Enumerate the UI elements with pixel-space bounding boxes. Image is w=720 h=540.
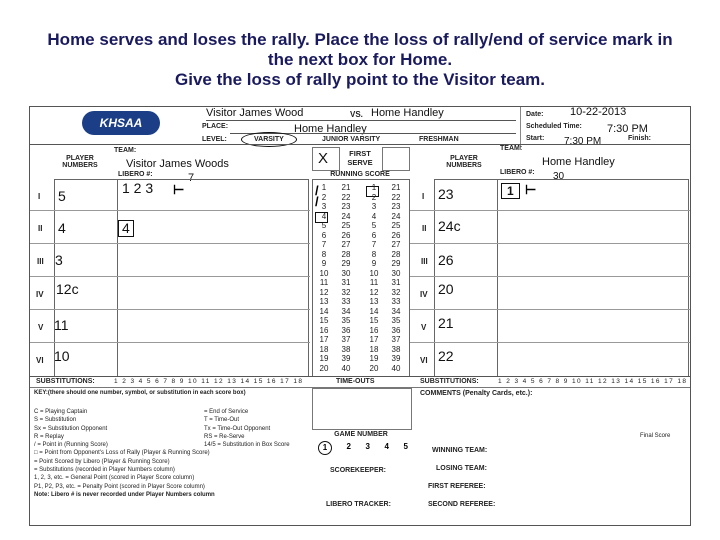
running-score-cell[interactable]: 36 bbox=[341, 325, 351, 335]
running-score-cell[interactable]: 39 bbox=[341, 354, 351, 363]
key-item: P1, P2, P3, etc. = Penalty Point (scored in Player Score column) bbox=[34, 483, 205, 490]
end-of-service-mark: ⊢ bbox=[525, 182, 537, 197]
visitor-score-box-4 bbox=[315, 212, 328, 223]
game-number-3[interactable]: 3 bbox=[365, 442, 370, 451]
key-item: / = Point in (Running Score) bbox=[34, 442, 108, 449]
rotation-label: V bbox=[421, 323, 427, 332]
running-score-cell[interactable]: 23 bbox=[341, 202, 351, 211]
running-score-cell[interactable]: 28 bbox=[341, 249, 351, 259]
running-score-cell[interactable]: 1 bbox=[371, 183, 377, 192]
running-score-cell[interactable]: 18 bbox=[319, 344, 329, 354]
substitutions-label-left: SUBSTITUTIONS: bbox=[36, 378, 95, 385]
running-score-cell[interactable]: 10 bbox=[319, 268, 329, 278]
running-score-cell[interactable]: 2 bbox=[321, 192, 327, 202]
key-item: 1, 2, 3, etc. = General Point (scored in Player Score column) bbox=[34, 475, 195, 482]
running-score-cell[interactable]: 21 bbox=[341, 183, 351, 192]
final-score-label: Final Score bbox=[640, 433, 671, 439]
running-score-cell[interactable]: 31 bbox=[341, 278, 351, 287]
running-score-cell[interactable]: 11 bbox=[369, 278, 379, 287]
rotation-label: III bbox=[37, 257, 44, 266]
second-referee-label: SECOND REFEREE: bbox=[428, 501, 496, 508]
key-item: = Point Scored by Libero (Player & Running Score) bbox=[34, 458, 170, 465]
running-score-cell[interactable]: 9 bbox=[321, 259, 327, 268]
running-score-cell[interactable]: 15 bbox=[369, 316, 379, 325]
home-player-4: 20 bbox=[438, 281, 454, 297]
heading-line-2: the next box for Home. bbox=[267, 50, 453, 69]
game-number-5[interactable]: 5 bbox=[403, 442, 408, 451]
visitor-libero-value: 7 bbox=[188, 172, 195, 184]
rotation-row bbox=[410, 276, 690, 310]
finish-label: Finish: bbox=[628, 135, 651, 142]
rotation-row bbox=[410, 309, 690, 343]
rotation-row bbox=[410, 342, 690, 374]
home-libero-value: 30 bbox=[553, 171, 565, 182]
rotation-row bbox=[30, 210, 310, 244]
running-score-cell[interactable]: 37 bbox=[391, 335, 401, 344]
level-freshman: FRESHMAN bbox=[419, 136, 459, 143]
running-score-cell[interactable]: 37 bbox=[341, 335, 351, 344]
running-score-cell[interactable]: 5 bbox=[321, 221, 327, 230]
visitor-score-slash-2: / bbox=[315, 194, 319, 209]
level-junior-varsity: JUNIOR VARSITY bbox=[322, 136, 381, 143]
date-label: Date: bbox=[526, 111, 544, 118]
running-score-cell[interactable]: 38 bbox=[391, 344, 401, 354]
game-number-label: GAME NUMBER bbox=[334, 431, 388, 438]
running-score-cell[interactable]: 7 bbox=[321, 240, 327, 249]
running-score-cell[interactable]: 20 bbox=[369, 363, 379, 373]
key-item: R = Replay bbox=[34, 433, 64, 440]
home-player-5: 21 bbox=[438, 315, 454, 331]
visitor-team-value: Visitor James Woods bbox=[126, 158, 229, 170]
running-score-cell[interactable]: 13 bbox=[319, 297, 329, 306]
substitutions-row bbox=[30, 376, 690, 388]
running-score-cell[interactable]: 33 bbox=[391, 297, 401, 306]
visitor-team-name: Visitor James Wood bbox=[206, 107, 304, 119]
running-score-col-home-b bbox=[386, 183, 406, 373]
rotation-row bbox=[30, 342, 310, 374]
substitutions-numbers-left: 1 2 3 4 5 6 7 8 9 10 11 12 13 14 15 16 17 18 bbox=[114, 378, 304, 385]
key-title: KEY:(there should one number, symbol, or substitution in each score box) bbox=[34, 390, 246, 396]
running-score-cell[interactable]: 34 bbox=[391, 306, 401, 316]
place-label: PLACE: bbox=[202, 123, 229, 130]
running-score-cell[interactable]: 32 bbox=[341, 287, 351, 297]
running-score-cell[interactable]: 8 bbox=[371, 249, 377, 259]
running-score-cell[interactable]: 12 bbox=[369, 287, 379, 297]
running-score-cell[interactable]: 13 bbox=[369, 297, 379, 306]
substitutions-numbers-right: 1 2 3 4 5 6 7 8 9 10 11 12 13 14 15 16 17 18 bbox=[498, 378, 688, 385]
home-team-value: Home Handley bbox=[542, 156, 615, 168]
libero-tracker-label: LIBERO TRACKER: bbox=[326, 501, 391, 508]
rotation-label: V bbox=[38, 323, 44, 332]
rotation-label: IV bbox=[420, 290, 428, 299]
rotation-row bbox=[30, 243, 310, 277]
key-item: = End of Service bbox=[204, 409, 249, 415]
visitor-player-numbers-label: PLAYER NUMBERS bbox=[62, 155, 98, 169]
game-number-block bbox=[312, 431, 410, 525]
home-rotations bbox=[410, 178, 690, 374]
running-score-cell[interactable]: 20 bbox=[319, 363, 329, 373]
running-score-cell[interactable]: 23 bbox=[391, 202, 401, 211]
substitutions-label-right: SUBSTITUTIONS: bbox=[420, 378, 479, 385]
key-item: T = Time-Out bbox=[204, 417, 240, 424]
visitor-player-3: 3 bbox=[55, 252, 63, 268]
running-score-cell[interactable]: 26 bbox=[391, 230, 401, 240]
running-score-col-visitor-b bbox=[336, 183, 356, 373]
score-sheet bbox=[29, 106, 691, 526]
running-score-cell[interactable]: 32 bbox=[391, 287, 401, 297]
visitor-score-slash-1: / bbox=[315, 183, 319, 198]
running-score-cell[interactable]: 5 bbox=[371, 221, 377, 230]
center-block bbox=[310, 144, 410, 377]
rotation-label: II bbox=[38, 224, 43, 233]
first-referee-label: FIRST REFEREE: bbox=[428, 483, 486, 490]
vs-label: VS. bbox=[350, 110, 363, 119]
running-score-cell[interactable]: 3 bbox=[321, 202, 327, 211]
home-libero-label: LIBERO #: bbox=[500, 169, 535, 176]
rotation-row bbox=[410, 178, 690, 211]
running-score-cell[interactable]: 30 bbox=[391, 268, 401, 278]
losing-team-label: LOSING TEAM: bbox=[436, 465, 487, 472]
heading-line-1: Home serves and loses the rally. Place the loss of rally/end of service mark in bbox=[47, 30, 673, 49]
running-score-cell[interactable]: 34 bbox=[341, 306, 351, 316]
running-score-cell[interactable]: 3 bbox=[371, 202, 377, 211]
timeouts-label: TIME-OUTS bbox=[336, 378, 375, 385]
running-score-cell[interactable]: 24 bbox=[341, 211, 351, 221]
home-team-name: Home Handley bbox=[371, 107, 444, 119]
running-score-cell[interactable]: 2 bbox=[371, 192, 377, 202]
game-number-1[interactable]: 1 bbox=[318, 441, 332, 455]
rotation-row bbox=[410, 210, 690, 244]
running-score-cell[interactable]: 11 bbox=[319, 278, 329, 287]
rotation-label: II bbox=[422, 224, 427, 233]
rotation-label: VI bbox=[36, 356, 44, 365]
level-label: LEVEL: bbox=[202, 136, 227, 143]
running-score-cell[interactable]: 7 bbox=[371, 240, 377, 249]
running-score-cell[interactable]: 27 bbox=[341, 240, 351, 249]
start-label: Start: bbox=[526, 135, 545, 142]
running-score-cell[interactable]: 21 bbox=[391, 183, 401, 192]
game-number-options bbox=[318, 441, 408, 455]
key-item: = Substitutions (recorded in Player Numbers column) bbox=[34, 467, 175, 474]
running-score-cell[interactable]: 19 bbox=[319, 354, 329, 363]
key-items-left bbox=[34, 408, 215, 499]
running-score-cell[interactable]: 38 bbox=[341, 344, 351, 354]
running-score-cell[interactable]: 4 bbox=[321, 211, 327, 221]
running-score-cell[interactable]: 8 bbox=[321, 249, 327, 259]
heading-line-3: Give the loss of rally point to the Visitor team. bbox=[175, 70, 545, 89]
scheduled-value: 7:30 PM bbox=[607, 123, 648, 135]
running-score-cell[interactable]: 1 bbox=[321, 183, 327, 192]
rotation-label: I bbox=[422, 192, 425, 201]
key-item: Sx = Substitution Opponent bbox=[34, 425, 108, 432]
winning-team-label: WINNING TEAM: bbox=[432, 447, 488, 454]
rotation-row bbox=[30, 178, 310, 211]
running-score-cell[interactable]: 22 bbox=[391, 192, 401, 202]
key-item: □ = Point from Opponent's Loss of Rally (Player & Running Score) bbox=[34, 450, 210, 457]
running-score-cell[interactable]: 15 bbox=[319, 316, 329, 325]
key-item: Tx = Time-Out Opponent bbox=[204, 425, 271, 432]
running-score-cell[interactable]: 17 bbox=[369, 335, 379, 344]
running-score-cell[interactable]: 6 bbox=[371, 230, 377, 240]
rotation-label: I bbox=[38, 192, 41, 201]
key-item: S = Substitution bbox=[34, 417, 77, 424]
running-score-cell[interactable]: 14 bbox=[369, 306, 379, 316]
home-score-box-1 bbox=[366, 186, 379, 197]
key-legend bbox=[34, 390, 304, 522]
start-value: 7:30 PM bbox=[564, 136, 602, 147]
running-score-cell[interactable]: 30 bbox=[341, 268, 351, 278]
home-row1-boxed-point: 1 bbox=[501, 183, 520, 199]
running-score-cell[interactable]: 29 bbox=[341, 259, 351, 268]
first-serve-label: FIRST SERVE bbox=[347, 149, 373, 167]
timeouts-box bbox=[312, 388, 412, 430]
key-item: 14/5 = Substitution in Box Score bbox=[204, 442, 290, 449]
rotation-row bbox=[30, 276, 310, 310]
visitor-player-4: 12c bbox=[56, 281, 79, 297]
visitor-player-2: 4 bbox=[58, 220, 66, 236]
running-score-cell[interactable]: 14 bbox=[319, 306, 329, 316]
scorekeeper-label: SCOREKEEPER: bbox=[330, 467, 387, 474]
running-score-cell[interactable]: 25 bbox=[391, 221, 401, 230]
visitor-libero-label: LIBERO #: bbox=[118, 171, 153, 178]
visitor-row2-boxed-point: 4 bbox=[118, 220, 134, 237]
running-score-cell[interactable]: 36 bbox=[391, 325, 401, 335]
running-score-cell[interactable]: 26 bbox=[341, 230, 351, 240]
running-score-cell[interactable]: 27 bbox=[391, 240, 401, 249]
game-number-4[interactable]: 4 bbox=[384, 442, 389, 451]
end-of-service-mark: ⊢ bbox=[173, 182, 185, 197]
key-item: Note: Libero # is never recorded under Player Numbers column bbox=[34, 491, 215, 498]
key-item: RS = Re-Serve bbox=[204, 433, 245, 440]
rotation-row bbox=[30, 309, 310, 343]
first-serve-mark: X bbox=[318, 150, 329, 167]
level-varsity: VARSITY bbox=[254, 136, 284, 143]
visitor-team-label: TEAM: bbox=[114, 147, 137, 154]
rotation-label: III bbox=[421, 257, 428, 266]
visitor-player-1: 5 bbox=[58, 188, 66, 204]
running-score-cell[interactable]: 29 bbox=[391, 259, 401, 268]
running-score-cell[interactable]: 35 bbox=[341, 316, 351, 325]
visitor-player-5: 11 bbox=[54, 317, 69, 333]
running-score-cell[interactable]: 12 bbox=[319, 287, 329, 297]
running-score-cell[interactable]: 19 bbox=[369, 354, 379, 363]
running-score-cell[interactable]: 16 bbox=[319, 325, 329, 335]
instruction-heading bbox=[0, 30, 720, 90]
running-score-cell[interactable]: 39 bbox=[391, 354, 401, 363]
home-player-6: 22 bbox=[438, 348, 454, 364]
running-score-cell[interactable]: 16 bbox=[369, 325, 379, 335]
home-team-label: TEAM: bbox=[500, 145, 523, 152]
key-item: C = Playing Captain bbox=[34, 409, 88, 415]
khsaa-logo: KHSAA bbox=[82, 111, 160, 135]
rotation-row bbox=[410, 243, 690, 277]
home-player-2: 24c bbox=[438, 218, 461, 234]
running-score-col-home-a bbox=[364, 183, 384, 373]
date-value: 10-22-2013 bbox=[570, 106, 627, 118]
running-score-cell[interactable]: 31 bbox=[391, 278, 401, 287]
running-score-cell[interactable]: 17 bbox=[319, 335, 329, 344]
visitor-player-6: 10 bbox=[54, 348, 70, 364]
key-items-right bbox=[204, 408, 290, 449]
running-score-cell[interactable]: 25 bbox=[341, 221, 351, 230]
running-score-cell[interactable]: 10 bbox=[369, 268, 379, 278]
running-score-cell[interactable]: 40 bbox=[391, 363, 401, 373]
rotation-label: IV bbox=[36, 290, 44, 299]
running-score-label: RUNNING SCORE bbox=[330, 171, 390, 178]
running-score-cell[interactable]: 9 bbox=[371, 259, 377, 268]
rotation-label: VI bbox=[420, 356, 428, 365]
visitor-row1-marks: 1 2 3 bbox=[122, 180, 154, 196]
comments-label: COMMENTS (Penalty Cards, etc.): bbox=[420, 390, 533, 397]
home-player-numbers-label: PLAYER NUMBERS bbox=[446, 155, 482, 169]
running-score-cell[interactable]: 35 bbox=[391, 316, 401, 325]
running-score-cell[interactable]: 18 bbox=[369, 344, 379, 354]
running-score-cell[interactable]: 33 bbox=[341, 297, 351, 306]
place-value: Home Handley bbox=[294, 123, 367, 135]
running-score-cell[interactable]: 40 bbox=[341, 363, 351, 373]
running-score-cell[interactable]: 28 bbox=[391, 249, 401, 259]
running-score-cell[interactable]: 4 bbox=[371, 211, 377, 221]
teams-underline bbox=[206, 120, 516, 121]
scheduled-label: Scheduled Time: bbox=[526, 123, 582, 130]
first-serve-right-box bbox=[382, 147, 410, 171]
running-score-cell[interactable]: 6 bbox=[321, 230, 327, 240]
running-score-cell[interactable]: 22 bbox=[341, 192, 351, 202]
running-score-cell[interactable]: 24 bbox=[391, 211, 401, 221]
home-player-3: 26 bbox=[438, 252, 454, 268]
game-number-2[interactable]: 2 bbox=[346, 442, 351, 451]
home-player-1: 23 bbox=[438, 186, 454, 202]
visitor-rotations bbox=[30, 178, 310, 374]
